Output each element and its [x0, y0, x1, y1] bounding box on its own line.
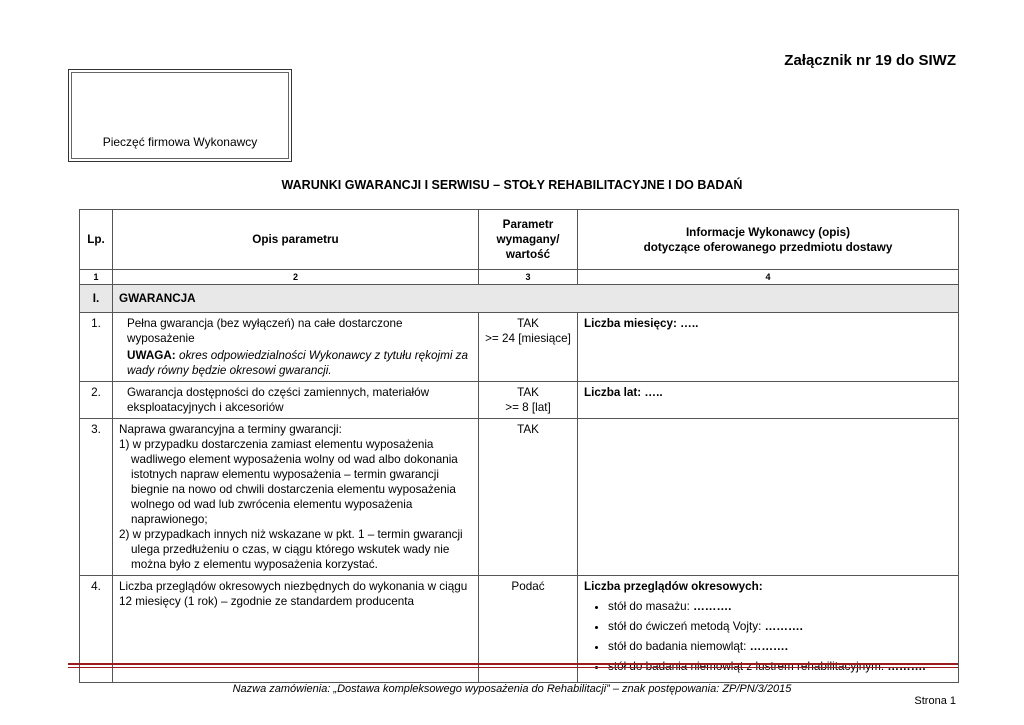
required-flag: TAK [517, 386, 539, 399]
info-label: Liczba przeglądów okresowych: [584, 580, 763, 593]
required-value [479, 313, 578, 382]
required-min: >= 8 [lat] [505, 401, 551, 414]
info-label: Liczba lat: ….. [584, 386, 663, 399]
section-row [80, 285, 959, 313]
section-number: I. [80, 285, 113, 313]
row-description: Liczba przeglądów okresowych niezbędnych do wykonania w ciągu 12 miesięcy (1 rok) – zgodnie ze standardem producenta [113, 576, 479, 683]
item-placeholder[interactable]: ………. [749, 640, 788, 653]
warranty-table [79, 209, 959, 683]
footer-divider-thin [68, 667, 958, 668]
header-info-line1: Informacje Wykonawcy (opis) [685, 225, 851, 239]
contractor-info[interactable] [578, 313, 959, 382]
info-label: Liczba miesięcy: ….. [584, 317, 699, 330]
required-value [479, 382, 578, 419]
col-number: 1 [80, 270, 113, 285]
table-row [80, 382, 959, 419]
required-flag: TAK [517, 317, 539, 330]
row-description: Gwarancja dostępności do części zamiennych, materiałów eksploatacyjnych i akcesoriów [113, 382, 479, 419]
stamp-label: Pieczęć firmowa Wykonawcy [102, 135, 258, 149]
list-item [608, 599, 952, 614]
required-min: >= 24 [miesiące] [485, 332, 571, 345]
header-row [80, 210, 959, 270]
header-param-line2: wymagany/ [496, 233, 560, 246]
required-value: TAK [479, 419, 578, 576]
column-number-row [80, 270, 959, 285]
row-number: 1. [80, 313, 113, 382]
footer-divider [68, 663, 958, 665]
note-text: okres odpowiedzialności Wykonawcy z tytułu rękojmi za wady równy będzie okresowi gwarancji. [127, 349, 469, 377]
row-number: 2. [80, 382, 113, 419]
header-description: Opis parametru [113, 210, 479, 270]
page-number: Strona 1 [914, 695, 956, 707]
col-number: 3 [479, 270, 578, 285]
required-value: Podać [479, 576, 578, 683]
row-number: 3. [80, 419, 113, 576]
contractor-info[interactable] [578, 419, 959, 576]
row-number: 4. [80, 576, 113, 683]
row-description [113, 313, 479, 382]
list-item [608, 619, 952, 634]
contractor-info[interactable] [578, 382, 959, 419]
table-row [80, 419, 959, 576]
note-label: UWAGA: [127, 349, 176, 362]
item-placeholder[interactable]: ………. [693, 600, 732, 613]
item-placeholder[interactable]: ………. [764, 620, 803, 633]
list-item [608, 639, 952, 654]
item-name: stół do ćwiczeń metodą Vojty: [608, 620, 762, 633]
section-label: GWARANCJA [113, 285, 959, 313]
header-param-line3: wartość [505, 248, 551, 261]
header-required-param [479, 210, 578, 270]
header-info-line2: dotyczące oferowanego przedmiotu dostawy [643, 240, 893, 254]
annex-label: Załącznik nr 19 do SIWZ [784, 52, 956, 69]
table-row [80, 313, 959, 382]
footer-order-name: Nazwa zamówienia: „Dostawa kompleksowego wyposażenia do Rehabilitacji” – znak postępowania: ZP/PN/3/2015 [232, 683, 792, 695]
item-name: stół do badania niemowląt: [608, 640, 747, 653]
description-item: 1) w przypadku dostarczenia zamiast elementu wyposażenia wadliwego element wyposażenia wolny od wad albo dokonania istotnych napraw elementu wyposażenia – termin gwarancji biegnie na nowo od chwili dostarczenia elementu wyposażenia wolnego od wad lub zwrócenia elementu wyposażenia naprawionego; [119, 438, 458, 526]
header-contractor-info [578, 210, 959, 270]
company-stamp-box [68, 69, 292, 162]
note [127, 348, 472, 378]
col-number: 2 [113, 270, 479, 285]
item-name: stół do masażu: [608, 600, 690, 613]
header-lp: Lp. [80, 210, 113, 270]
description-intro: Naprawa gwarancyjna a terminy gwarancji: [119, 423, 342, 436]
description-text: Pełna gwarancja (bez wyłączeń) na całe dostarczone wyposażenie [127, 317, 403, 345]
description-item: 2) w przypadkach innych niż wskazane w pkt. 1 – termin gwarancji ulega przedłużeniu o czas, w ciągu którego wskutek wady nie można było z elementu wyposażenia korzystać. [119, 528, 463, 571]
header-param-line1: Parametr [502, 218, 554, 231]
col-number: 4 [578, 270, 959, 285]
row-description [113, 419, 479, 576]
document-title: WARUNKI GWARANCJI I SERWISU – STOŁY REHABILITACYJNE I DO BADAŃ [281, 178, 743, 192]
